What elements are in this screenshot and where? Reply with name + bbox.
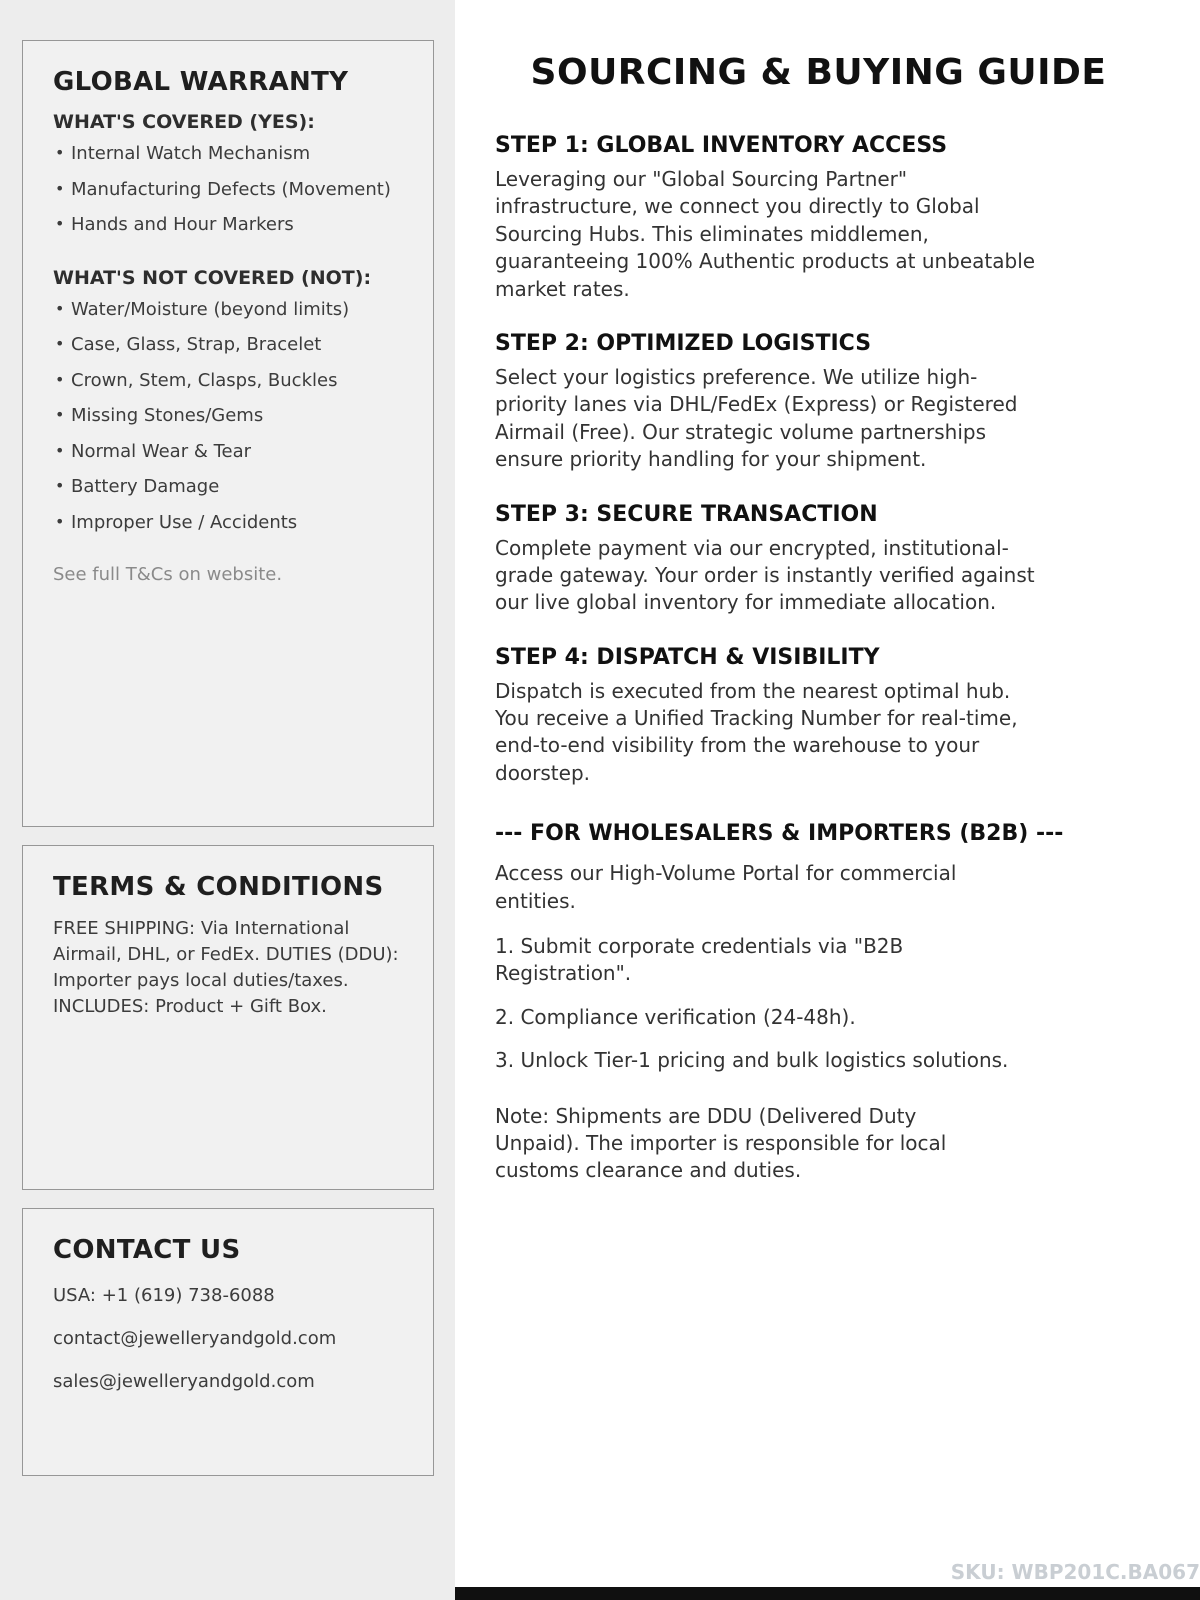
main-content (455, 0, 1200, 1600)
b2b-item-3: 3. Unlock Tier-1 pricing and bulk logistics solutions. (495, 1048, 1009, 1073)
step-3 (495, 502, 1142, 617)
contact-phone: USA: +1 (619) 738-6088 (53, 1285, 275, 1306)
b2b-intro: Access our High-Volume Portal for commercial entities. (495, 861, 957, 913)
warranty-footnote: See full T&Cs on website. (53, 564, 283, 585)
step-2-body: Select your logistics preference. We utilize high-priority lanes via DHL/FedEx (Express) or Registered Airmail (Free). Our strategic volume partnerships ensure priority handling for your shipment. (495, 364, 1018, 472)
list-item: • Case, Glass, Strap, Bracelet (53, 334, 403, 357)
terms-body: FREE SHIPPING: Via International Airmail, DHL, or FedEx. DUTIES (DDU): Importer pays local duties/taxes. INCLUDES: Product + Gift Box. (53, 918, 399, 1018)
list-item: • Crown, Stem, Clasps, Buckles (53, 370, 403, 393)
step-2-heading: STEP 2: OPTIMIZED LOGISTICS (495, 330, 872, 356)
warranty-panel (22, 40, 434, 827)
terms-title: TERMS & CONDITIONS (53, 872, 384, 902)
b2b-note: Note: Shipments are DDU (Delivered Duty Unpaid). The importer is responsible for local customs clearance and duties. (495, 1103, 947, 1183)
step-4-heading: STEP 4: DISPATCH & VISIBILITY (495, 644, 880, 670)
step-2 (495, 331, 1142, 474)
sku-label: SKU: WBP201C.BA067 (950, 1560, 1200, 1584)
contact-title: CONTACT US (53, 1235, 241, 1265)
b2b-item-2: 2. Compliance verification (24-48h). (495, 1004, 856, 1029)
step-1 (495, 133, 1142, 303)
page-title: SOURCING & BUYING GUIDE (530, 52, 1107, 93)
not-covered-list (53, 299, 403, 535)
sidebar (0, 0, 455, 1600)
warranty-title: GLOBAL WARRANTY (53, 67, 349, 97)
step-3-body: Complete payment via our encrypted, institutional-grade gateway. Your order is instantly verified against our live global inventory for immediate allocation. (495, 535, 1035, 615)
step-1-body: Leveraging our "Global Sourcing Partner" infrastructure, we connect you directly to Global Sourcing Hubs. This eliminates middlemen, guaranteeing 100% Authentic products at unbeatable market rates. (495, 167, 1036, 301)
covered-title: WHAT'S COVERED (YES): (53, 111, 315, 133)
b2b-heading: --- FOR WHOLESALERS & IMPORTERS (B2B) --- (495, 821, 1064, 847)
list-item: • Missing Stones/Gems (53, 405, 403, 428)
terms-panel (22, 845, 434, 1190)
list-item: • Normal Wear & Tear (53, 441, 403, 464)
covered-list (53, 143, 403, 237)
list-item: • Improper Use / Accidents (53, 512, 403, 535)
list-item: • Water/Moisture (beyond limits) (53, 299, 403, 322)
not-covered-title: WHAT'S NOT COVERED (NOT): (53, 266, 372, 289)
list-item: • Manufacturing Defects (Movement) (53, 179, 403, 202)
contact-panel (22, 1208, 434, 1476)
list-item: • Internal Watch Mechanism (53, 143, 403, 166)
b2b-item-1: 1. Submit corporate credentials via "B2B Registration". (495, 934, 904, 986)
step-3-heading: STEP 3: SECURE TRANSACTION (495, 501, 878, 527)
contact-email-sales: sales@jewelleryandgold.com (53, 1371, 315, 1392)
b2b-section (495, 821, 1142, 1185)
step-4-body: Dispatch is executed from the nearest optimal hub. You receive a Unified Tracking Number for real-time, end-to-end visibility from the warehouse to your doorstep. (495, 678, 1018, 785)
step-1-heading: STEP 1: GLOBAL INVENTORY ACCESS (495, 133, 948, 158)
list-item: • Battery Damage (53, 476, 403, 499)
list-item: • Hands and Hour Markers (53, 214, 403, 237)
contact-email-primary: contact@jewelleryandgold.com (53, 1328, 337, 1349)
footer-bar (455, 1587, 1200, 1600)
step-4 (495, 645, 1142, 788)
